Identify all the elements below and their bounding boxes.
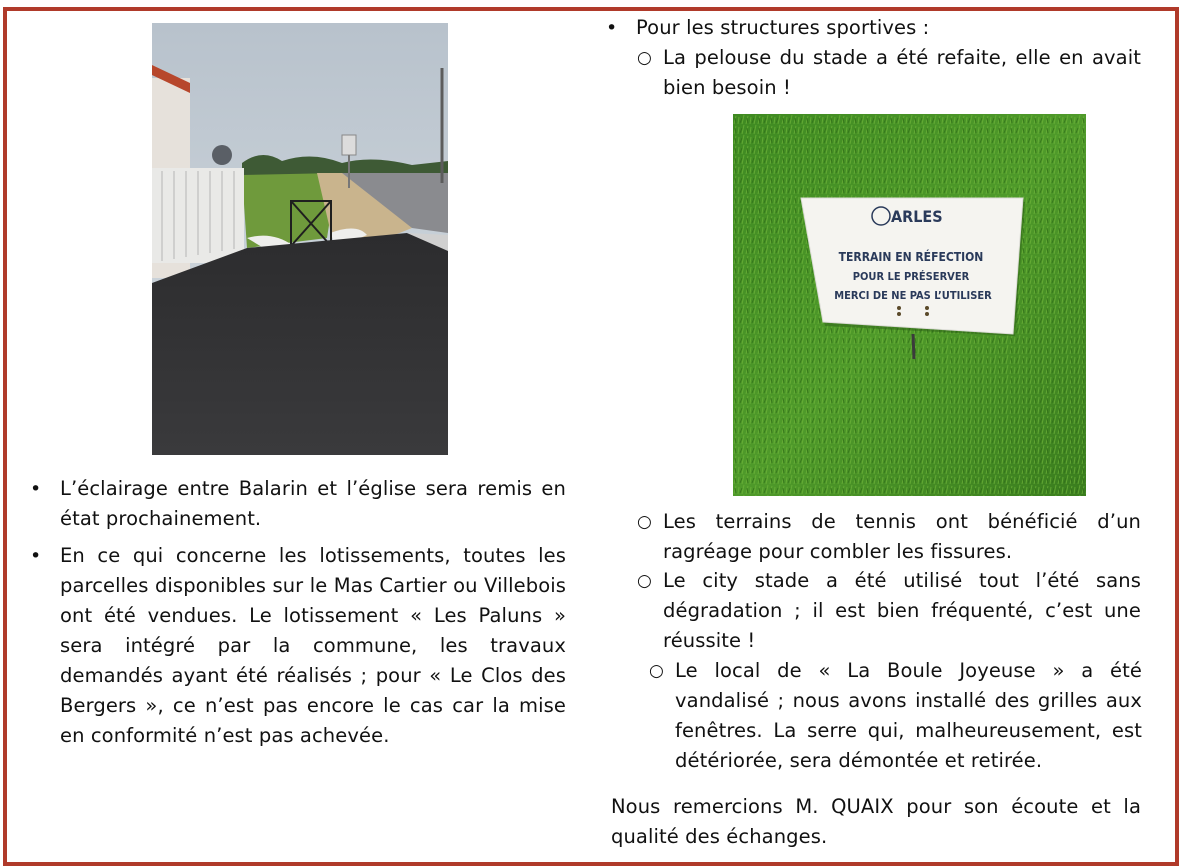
sub-list-item-text: Le city stade a été utilisé tout l’été sans dégradation ; il est bien fréquenté, c’est une réussite ! xyxy=(663,569,1141,652)
stadium-sign-photo xyxy=(733,114,1086,496)
sub-list-item xyxy=(637,43,1141,103)
list-item xyxy=(30,474,566,534)
bullet-dot: • xyxy=(30,545,42,567)
bullet-dot: • xyxy=(30,478,42,500)
section-heading: Pour les structures sportives : xyxy=(636,16,930,39)
road-photo xyxy=(152,23,448,455)
sign-line-1: TERRAIN EN RÉFECTION xyxy=(838,250,984,264)
list-item-text: En ce qui concerne les lotissements, toutes les parcelles disponibles sur le Mas Cartier ou Villebois ont été vendues. Le lotissement « Les Paluns » sera intégré par la commune, les travaux demandés ayant été réalisés ; pour « Le Clos des Bergers », ce n’est pas encore le cas car la mise en conformité n’est pas achevée. xyxy=(60,544,566,747)
sub-list-item-text: Les terrains de tennis ont bénéficié d’un ragréage pour combler les fissures. xyxy=(663,510,1141,563)
sub-list-item xyxy=(637,566,1141,656)
list-item-heading xyxy=(606,13,1146,43)
circle-bullet: ○ xyxy=(649,661,664,681)
sub-list-item xyxy=(637,507,1141,567)
sub-list-item xyxy=(649,656,1142,776)
closing-paragraph: Nous remercions M. QUAIX pour son écoute et la qualité des échanges. xyxy=(611,795,1141,848)
sign-line-3: MERCI DE NE PAS L’UTILISER xyxy=(834,289,992,302)
sign-brand: ARLES xyxy=(891,207,943,226)
sign-line-2: POUR LE PRÉSERVER xyxy=(852,270,970,283)
list-item xyxy=(30,541,566,751)
sub-list-item-text: Le local de « La Boule Joyeuse » a été vandalisé ; nous avons installé des grilles aux fenêtres. La serre qui, malheureusement, est détériorée, sera démontée et retirée. xyxy=(675,659,1142,772)
stadium-sign-graphic xyxy=(733,114,1086,496)
circle-bullet: ○ xyxy=(637,48,652,68)
circle-bullet: ○ xyxy=(637,571,652,591)
circle-bullet: ○ xyxy=(637,512,652,532)
sub-list-item-text: La pelouse du stade a été refaite, elle en avait bien besoin ! xyxy=(663,46,1141,99)
bullet-dot: • xyxy=(606,17,618,39)
road-photo-graphic xyxy=(152,23,448,455)
list-item-text: L’éclairage entre Balarin et l’église sera remis en état prochainement. xyxy=(60,477,566,530)
